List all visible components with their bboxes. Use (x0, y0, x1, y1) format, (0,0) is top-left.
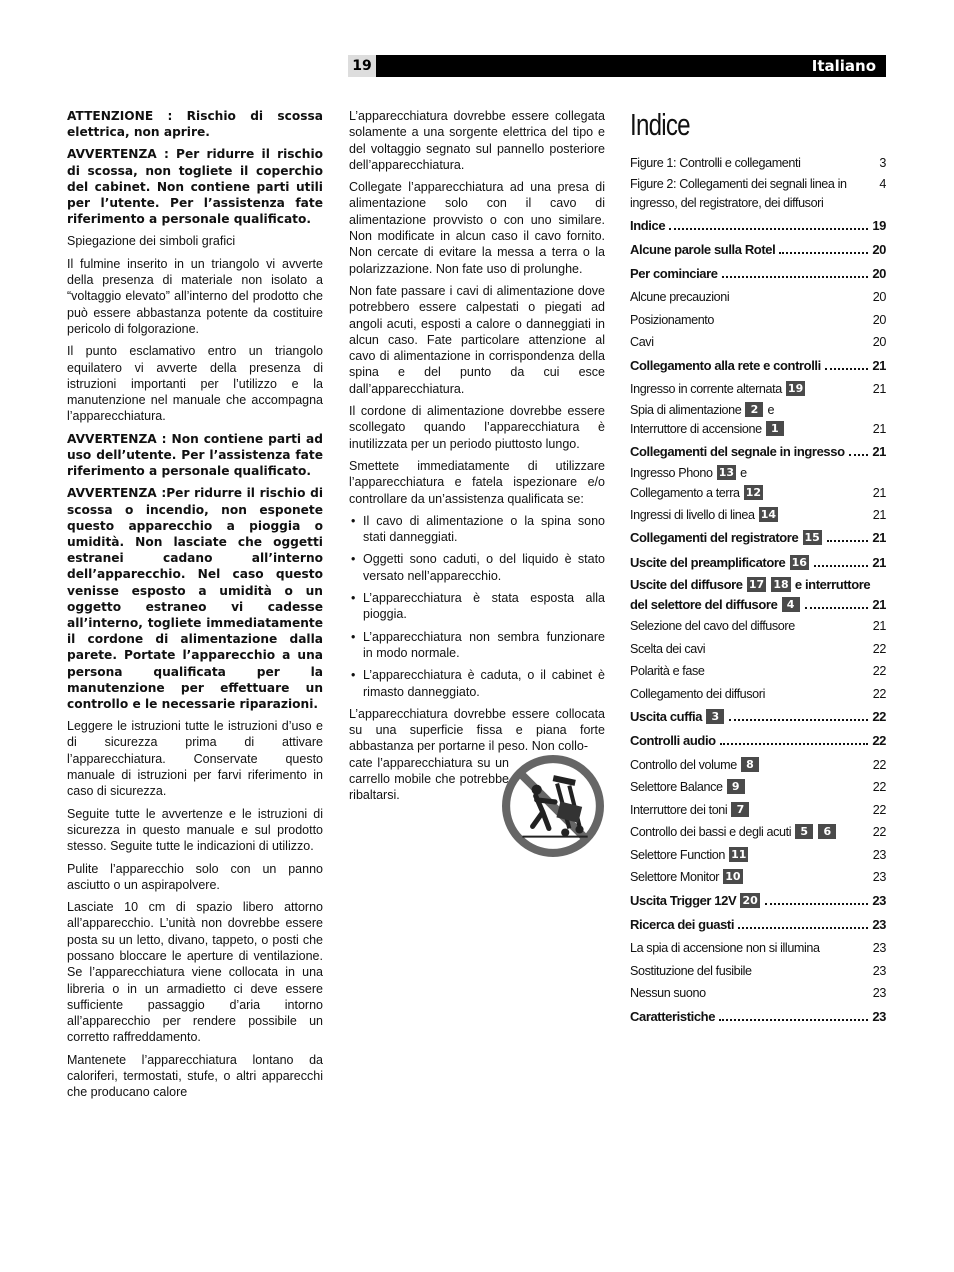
toc-label: Interruttore di accensione (630, 422, 762, 437)
cart-tip-over-warning-icon (502, 755, 604, 857)
toc-label-continued: e interruttore (794, 577, 871, 593)
control-number-badge: 20 (742, 893, 758, 907)
toc-scelta[interactable] (630, 638, 886, 661)
toc-page: 22 (872, 802, 886, 817)
toc-fusibile[interactable] (630, 960, 886, 983)
warning-rain-moisture: AVVERTENZA :Per ridurre il rischio di scossa o incendio, non esponete questo apparecchio a pioggia o umidità. Non lasciate che oggetti estranei cadano all’interno dell’apparecchio. Nel caso questo venisse esposto a umidità o un oggetto estraneo vi cadesse all’interno, togliete immediatamente il cordone di alimentazione dalla parete. Portate l’apparecchio a una persona qualificata per la manutenzione per effettuare un controllo e le necessarie riparazioni. (67, 486, 323, 711)
toc-page: 23 (872, 916, 886, 932)
toc-label: del selettore del diffusore (630, 597, 778, 613)
stop-using-note: Smettete immediatamente di utilizzare l’apparecchiatura e fatela ispezionare e/o controllare da un’assistenza qualificata se: (349, 458, 605, 506)
control-number-badge: 11 (731, 847, 747, 861)
toc-label: Alcune parole sulla Rotel (630, 241, 776, 257)
control-number-badge: 10 (725, 870, 741, 884)
toc-page: 20 (872, 335, 886, 350)
symbols-heading: Spiegazione dei simboli grafici (67, 234, 236, 249)
toc-page: 23 (872, 941, 886, 956)
toc-terra[interactable] (630, 483, 886, 504)
toc-coll-diff[interactable] (630, 683, 886, 706)
follow-warnings: Seguite tutte le avvertenze e le istruzioni di sicurezza in questo manuale e sul prodotto stesso. Seguite tutte le indicazioni di utilizzo. (67, 806, 323, 854)
control-number-badge: 8 (741, 757, 759, 772)
control-number-badge: 9 (727, 779, 745, 794)
toc-segnale[interactable] (630, 440, 886, 464)
toc-page: 21 (872, 357, 886, 373)
control-number-badge: 19 (787, 382, 804, 396)
toc-page: 22 (872, 757, 886, 772)
toc-interruttore[interactable] (630, 420, 886, 440)
cart-warning (349, 755, 605, 804)
toc-diffusore[interactable] (630, 575, 886, 595)
control-number-badge: 14 (760, 507, 777, 521)
toc-label: Selettore Function (630, 847, 726, 862)
toc-caratteristiche[interactable] (630, 1005, 886, 1029)
power-cord-note: Collegate l’apparecchiatura ad una presa di alimentazione solo con il cavo di alimentazione provvisto o con uno similare. Non modificate in alcun caso il cavo fornito. Non cercate di evitare la messa a terra o la polarizzazione. Non fate uso di prolunghe. (349, 180, 605, 276)
toc-label: Figure 1: Controlli e collegamenti (630, 156, 801, 170)
toc-page: 21 (872, 382, 886, 397)
control-number-badge: 6 (818, 824, 836, 839)
toc-conjunction: e (767, 402, 775, 417)
index-title: Indice (630, 107, 690, 142)
toc-label: Interruttore dei toni (630, 802, 728, 817)
toc-page: 22 (872, 686, 886, 701)
toc-precauzioni[interactable] (630, 286, 886, 309)
toc-toni[interactable] (630, 799, 886, 822)
toc-page: 20 (872, 266, 886, 282)
toc-label: Ingresso in corrente alternata (630, 382, 782, 397)
exclamation-explanation: Il punto esclamativo entro un triangolo equilatero vi avverte della presenza di istruzioni importanti per l’utilizzo e la manutenzione nel manuale che accompagna l’apparecchiatura. (67, 344, 323, 424)
toc-spia-accensione[interactable] (630, 937, 886, 960)
warning-no-user-parts: AVVERTENZA : Non contiene parti ad uso dell’utente. Per l’assistenza fate riferimento a personale qualificato. (67, 431, 323, 479)
toc-label: Ingressi di livello di linea (630, 507, 755, 522)
toc-label: Collegamento a terra (630, 486, 740, 501)
toc-label: Controllo dei bassi e degli acuti (630, 825, 792, 840)
safety-column-1 (67, 106, 323, 1107)
toc-volume[interactable] (630, 754, 886, 777)
toc-label: Selettore Balance (630, 780, 723, 795)
toc-page: 4 (879, 176, 886, 191)
toc-label: Uscita cuffia (630, 709, 703, 725)
toc-label: Controllo del volume (630, 757, 737, 772)
toc-page: 20 (872, 241, 886, 257)
toc-page: 20 (872, 312, 886, 327)
toc-label: Polarità e fase (630, 664, 705, 679)
toc-audio[interactable] (630, 729, 886, 753)
toc-label: Collegamenti del segnale in ingresso (630, 443, 845, 459)
toc-label: Caratteristiche (630, 1008, 716, 1024)
page-header-bar (348, 55, 886, 77)
table-of-contents (630, 100, 886, 1029)
toc-trigger[interactable] (630, 889, 886, 913)
toc-label: Figure 2: Collegamenti dei segnali linea in ingresso, del registratore, dei diffusori (630, 176, 847, 210)
toc-rete[interactable] (630, 354, 886, 378)
toc-label: Scelta dei cavi (630, 641, 706, 656)
placement-note: L’apparecchiatura dovrebbe essere collocata su una superficie fissa e piana forte abbastanza per portarne il peso. Non collo- (349, 706, 605, 754)
toc-label: Uscite del diffusore (630, 577, 743, 593)
toc-label: La spia di accensione non si illumina (630, 941, 820, 956)
control-number-badge: 3 (706, 709, 724, 724)
toc-page: 21 (872, 443, 886, 459)
toc-page: 21 (872, 422, 886, 437)
toc-label: Spia di alimentazione (630, 402, 742, 417)
toc-spia[interactable] (630, 401, 886, 421)
list-item: • L’apparecchiatura è stata esposta alla pioggia. (349, 590, 605, 623)
toc-label: Cavi (630, 335, 654, 350)
toc-cuffia[interactable] (630, 705, 886, 729)
lightning-explanation: Il fulmine inserito in un triangolo vi avverte della presenza di materiale non isolato a “voltaggio elevato” all’interno del prodotto che può essere abbastanza potente da costituire pericolo di folgorazione. (67, 256, 323, 336)
list-item: • Il cavo di alimentazione o la spina sono stati danneggiati. (349, 513, 605, 546)
toc-cavi[interactable] (630, 331, 886, 354)
toc-page: 23 (872, 892, 886, 908)
toc-page: 19 (872, 217, 886, 233)
toc-page: 21 (872, 554, 886, 570)
list-item: • L’apparecchiatura è caduta, o il cabinet è rimasto danneggiato. (349, 667, 605, 700)
cleaning-note: Pulite l’apparecchio solo con un panno asciutto o un aspirapolvere. (67, 861, 323, 892)
toc-indice[interactable] (630, 214, 886, 238)
toc-label: Indice (630, 217, 666, 233)
unplug-note: Il cordone di alimentazione dovrebbe essere scollegato quando l’apparecchiatura è inutilizzata per un periodo piuttosto lungo. (349, 404, 605, 451)
control-number-badge: 1 (766, 421, 784, 436)
toc-page: 3 (879, 156, 886, 170)
toc-label: Ricerca dei guasti (630, 916, 735, 932)
control-number-badge: 12 (745, 486, 762, 500)
toc-page: 23 (872, 847, 886, 862)
toc-label: Alcune precauzioni (630, 290, 730, 305)
power-source-note: L’apparecchiatura dovrebbe essere collegata solamente a una sorgente elettrica del tipo e del voltaggio segnato sul pannello posteriore dell’apparecchiatura. (349, 109, 605, 172)
warning-shock: ATTENZIONE : Rischio di scossa elettrica, non aprire. (67, 109, 323, 140)
toc-page: 21 (872, 530, 886, 546)
toc-cominciare[interactable] (630, 262, 886, 286)
toc-label: Nessun suono (630, 986, 706, 1001)
toc-page: 21 (872, 486, 886, 501)
cart-text: cate l’apparecchiatura su un carrello mobile che potrebbe ribaltarsi. (349, 755, 509, 803)
toc-label: Selezione del cavo del diffusore (630, 619, 795, 634)
toc-phono[interactable] (630, 464, 886, 484)
toc-livello[interactable] (630, 504, 886, 527)
toc-conjunction: e (740, 465, 747, 480)
toc-page: 22 (872, 709, 886, 725)
damage-list (349, 513, 605, 700)
toc-ingresso-ca[interactable] (630, 378, 886, 401)
toc-page: 20 (872, 290, 886, 305)
toc-page: 23 (872, 963, 886, 978)
toc-page: 22 (872, 780, 886, 795)
toc-page: 22 (872, 641, 886, 656)
toc-registratore[interactable] (630, 526, 886, 550)
toc-label: Collegamenti del registratore (630, 530, 799, 546)
control-number-badge: 18 (773, 578, 789, 592)
control-number-badge: 16 (791, 555, 807, 569)
toc-label: Collegamento alla rete e controlli (630, 357, 821, 373)
toc-preampli[interactable] (630, 551, 886, 575)
toc-page: 22 (872, 664, 886, 679)
toc-sel-cavo[interactable] (630, 615, 886, 638)
control-number-badge: 15 (804, 531, 820, 545)
language-label: Italiano (811, 57, 876, 75)
toc-label: Controlli audio (630, 733, 716, 749)
toc-page: 23 (872, 986, 886, 1001)
toc-figure-1[interactable] (630, 152, 886, 175)
toc-monitor[interactable] (630, 866, 886, 889)
list-item: • L’apparecchiatura non sembra funzionare in modo normale. (349, 629, 605, 662)
toc-polarita[interactable] (630, 660, 886, 683)
control-number-badge: 7 (731, 802, 749, 817)
toc-rotel[interactable] (630, 238, 886, 262)
page-number: 19 (348, 55, 376, 77)
toc-figure-2[interactable] (630, 175, 886, 214)
toc-label: Posizionamento (630, 312, 715, 327)
toc-label: Collegamento dei diffusori (630, 686, 765, 701)
control-number-badge: 5 (795, 824, 813, 839)
list-item: • Oggetti sono caduti, o del liquido è stato versato nell’apparecchio. (349, 551, 605, 584)
toc-page: 21 (872, 619, 886, 634)
cable-routing-note: Non fate passare i cavi di alimentazione dove potrebbero essere calpestati o piegati ad angoli acuti, esposti a calore o danneggiati in alcun caso. Fate particolare attenzione al cavo di alimentazione in corrispondenza della spina e del punto da cui esce dall’apparecchiatura. (349, 283, 605, 396)
toc-posizionamento[interactable] (630, 309, 886, 332)
toc-function[interactable] (630, 844, 886, 867)
toc-label: Uscite del preamplificatore (630, 554, 786, 570)
toc-page: 22 (872, 825, 886, 840)
toc-label: Sostituzione del fusibile (630, 963, 752, 978)
toc-page: 21 (872, 507, 886, 522)
toc-page: 23 (872, 1008, 886, 1024)
toc-balance[interactable] (630, 776, 886, 799)
control-number-badge: 2 (745, 402, 763, 417)
control-number-badge: 13 (718, 465, 735, 479)
heat-note: Mantenete l’apparecchiatura lontano da caloriferi, termostati, stufe, o altri apparecchi che producano calore (67, 1052, 323, 1100)
control-number-badge: 17 (748, 578, 765, 592)
toc-label: Ingresso Phono (630, 465, 713, 480)
warning-cover: AVVERTENZA : Per ridurre il rischio di scossa, non togliete il coperchio del cabinet. Non contiene parti utili per l’utente. Per l’assistenza fate riferimento a personale qualificato. (67, 147, 323, 227)
toc-label: Uscita Trigger 12V (630, 892, 737, 908)
toc-guasti[interactable] (630, 913, 886, 937)
toc-page: 22 (872, 733, 886, 749)
control-number-badge: 4 (782, 597, 800, 612)
toc-label: Per cominciare (630, 266, 718, 282)
toc-page: 21 (872, 597, 886, 613)
safety-column-2 (349, 106, 605, 810)
toc-label: Selettore Monitor (630, 870, 720, 885)
ventilation-note: Lasciate 10 cm di spazio libero attorno all’apparecchio. L’unità non dovrebbe essere posta su un letto, divano, tappeto, o posti che possano bloccare le aperture di ventilazione. Se l’apparecchiatura viene collocata in una libreria o in un armadietto ci deve essere sufficiente passaggio d’aria intorno all’apparecchio per rendere possibile un corretto raffreddamento. (67, 900, 323, 1045)
read-instructions: Leggere le istruzioni tutte le istruzioni d’uso e di sicurezza prima di attivare l’apparecchiatura. Conservate questo manuale di istruzioni per farvi riferimento in caso di sicurezza. (67, 719, 323, 799)
toc-diffusore-line2[interactable] (630, 595, 886, 615)
toc-page: 23 (872, 870, 886, 885)
toc-bassi[interactable] (630, 821, 886, 844)
toc-suono[interactable] (630, 982, 886, 1005)
